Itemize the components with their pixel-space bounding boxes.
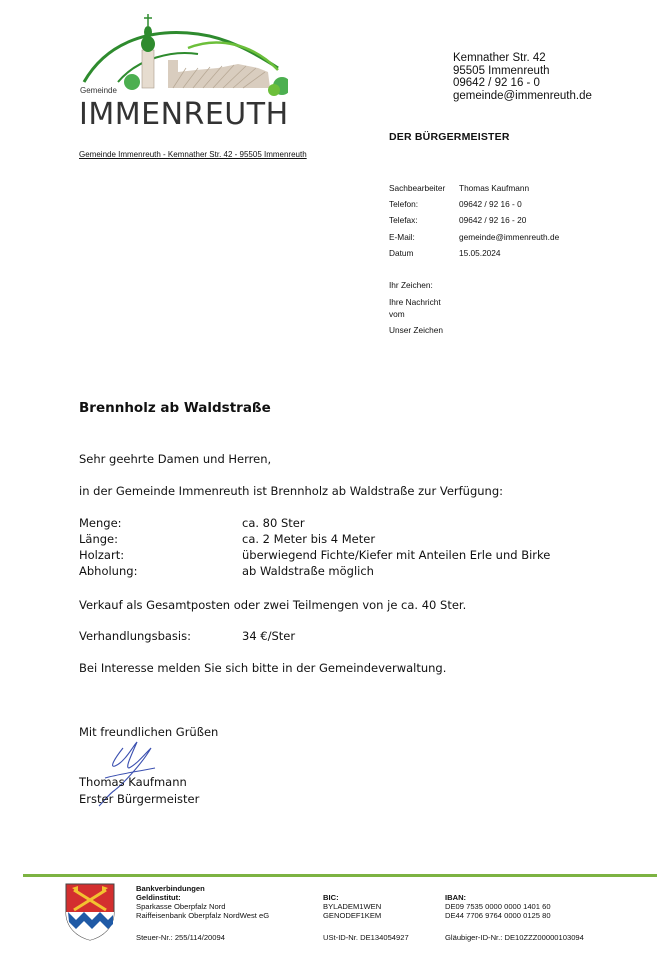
logo-wordmark: IMMENREUTH bbox=[79, 97, 289, 132]
info-row: E-Mail: gemeinde@immenreuth.de bbox=[389, 232, 560, 242]
ihr-zeichen: Ihr Zeichen: bbox=[389, 280, 433, 290]
institute-label: Geldinstitut: bbox=[136, 893, 181, 902]
info-row: Datum 15.05.2024 bbox=[389, 248, 501, 258]
unser-zeichen: Unser Zeichen bbox=[389, 325, 443, 335]
bank-name: Raiffeisenbank Oberpfalz NordWest eG bbox=[136, 911, 270, 920]
info-row: Telefax: 09642 / 92 16 - 20 bbox=[389, 215, 527, 225]
creditor-id: Gläubiger-ID-Nr.: DE10ZZZ00000103094 bbox=[445, 933, 584, 942]
footer-iban-block bbox=[445, 893, 551, 920]
bank-name: Sparkasse Oberpfalz Nord bbox=[136, 902, 226, 911]
bank-heading: Bankverbindungen bbox=[136, 884, 205, 893]
vom-label: vom bbox=[389, 309, 405, 319]
iban-value: DE44 7706 9764 0000 0125 80 bbox=[445, 911, 551, 920]
address-street: Kemnather Str. 42 bbox=[453, 52, 546, 64]
intro-paragraph: in der Gemeinde Immenreuth ist Brennholz ab Waldstraße zur Verfügung: bbox=[79, 484, 504, 498]
footer-bank-block bbox=[136, 884, 269, 920]
address-phone: 09642 / 92 16 - 0 bbox=[453, 77, 540, 89]
logo-prefix: Gemeinde bbox=[80, 86, 117, 95]
vat-id: USt-ID-Nr. DE134054927 bbox=[323, 933, 409, 942]
signer-title: Erster Bürgermeister bbox=[79, 792, 200, 806]
address-city: 95505 Immenreuth bbox=[453, 64, 550, 77]
bic-value: GENODEF1KEM bbox=[323, 911, 382, 920]
sale-paragraph: Verkauf als Gesamtposten oder zwei Teilmengen von je ca. 40 Ster. bbox=[79, 598, 467, 612]
coat-of-arms-icon bbox=[64, 882, 116, 942]
footer-bic-block bbox=[323, 893, 381, 920]
detail-row: Menge: ca. 80 Ster bbox=[79, 516, 305, 530]
sender-line: Gemeinde Immenreuth - Kemnather Str. 42 - 95505 Immenreuth bbox=[79, 150, 307, 159]
price-row: Verhandlungsbasis: 34 €/Ster bbox=[79, 629, 296, 643]
header-address bbox=[453, 52, 592, 102]
iban-label: IBAN: bbox=[445, 893, 467, 902]
mayor-heading: DER BÜRGERMEISTER bbox=[389, 131, 510, 143]
footer-divider bbox=[23, 874, 657, 877]
closing: Mit freundlichen Grüßen bbox=[79, 725, 219, 739]
address-email: gemeinde@immenreuth.de bbox=[453, 89, 592, 102]
bic-label: BIC: bbox=[323, 893, 339, 902]
detail-row: Abholung: ab Waldstraße möglich bbox=[79, 564, 374, 578]
tax-number: Steuer-Nr.: 255/114/20094 bbox=[136, 933, 225, 942]
bic-value: BYLADEM1WEN bbox=[323, 902, 382, 911]
ihre-nachricht: Ihre Nachricht bbox=[389, 297, 441, 307]
letter-subject: Brennholz ab Waldstraße bbox=[79, 400, 271, 416]
info-row: Telefon: 09642 / 92 16 - 0 bbox=[389, 199, 522, 209]
signer-name: Thomas Kaufmann bbox=[79, 775, 187, 789]
iban-value: DE09 7535 0000 0000 1401 60 bbox=[445, 902, 551, 911]
salutation: Sehr geehrte Damen und Herren, bbox=[79, 452, 272, 466]
contact-paragraph: Bei Interesse melden Sie sich bitte in der Gemeindeverwaltung. bbox=[79, 661, 447, 675]
info-row: Sachbearbeiter Thomas Kaufmann bbox=[389, 183, 530, 193]
detail-row: Holzart: überwiegend Fichte/Kiefer mit Anteilen Erle und Birke bbox=[79, 548, 551, 562]
detail-row: Länge: ca. 2 Meter bis 4 Meter bbox=[79, 532, 376, 546]
